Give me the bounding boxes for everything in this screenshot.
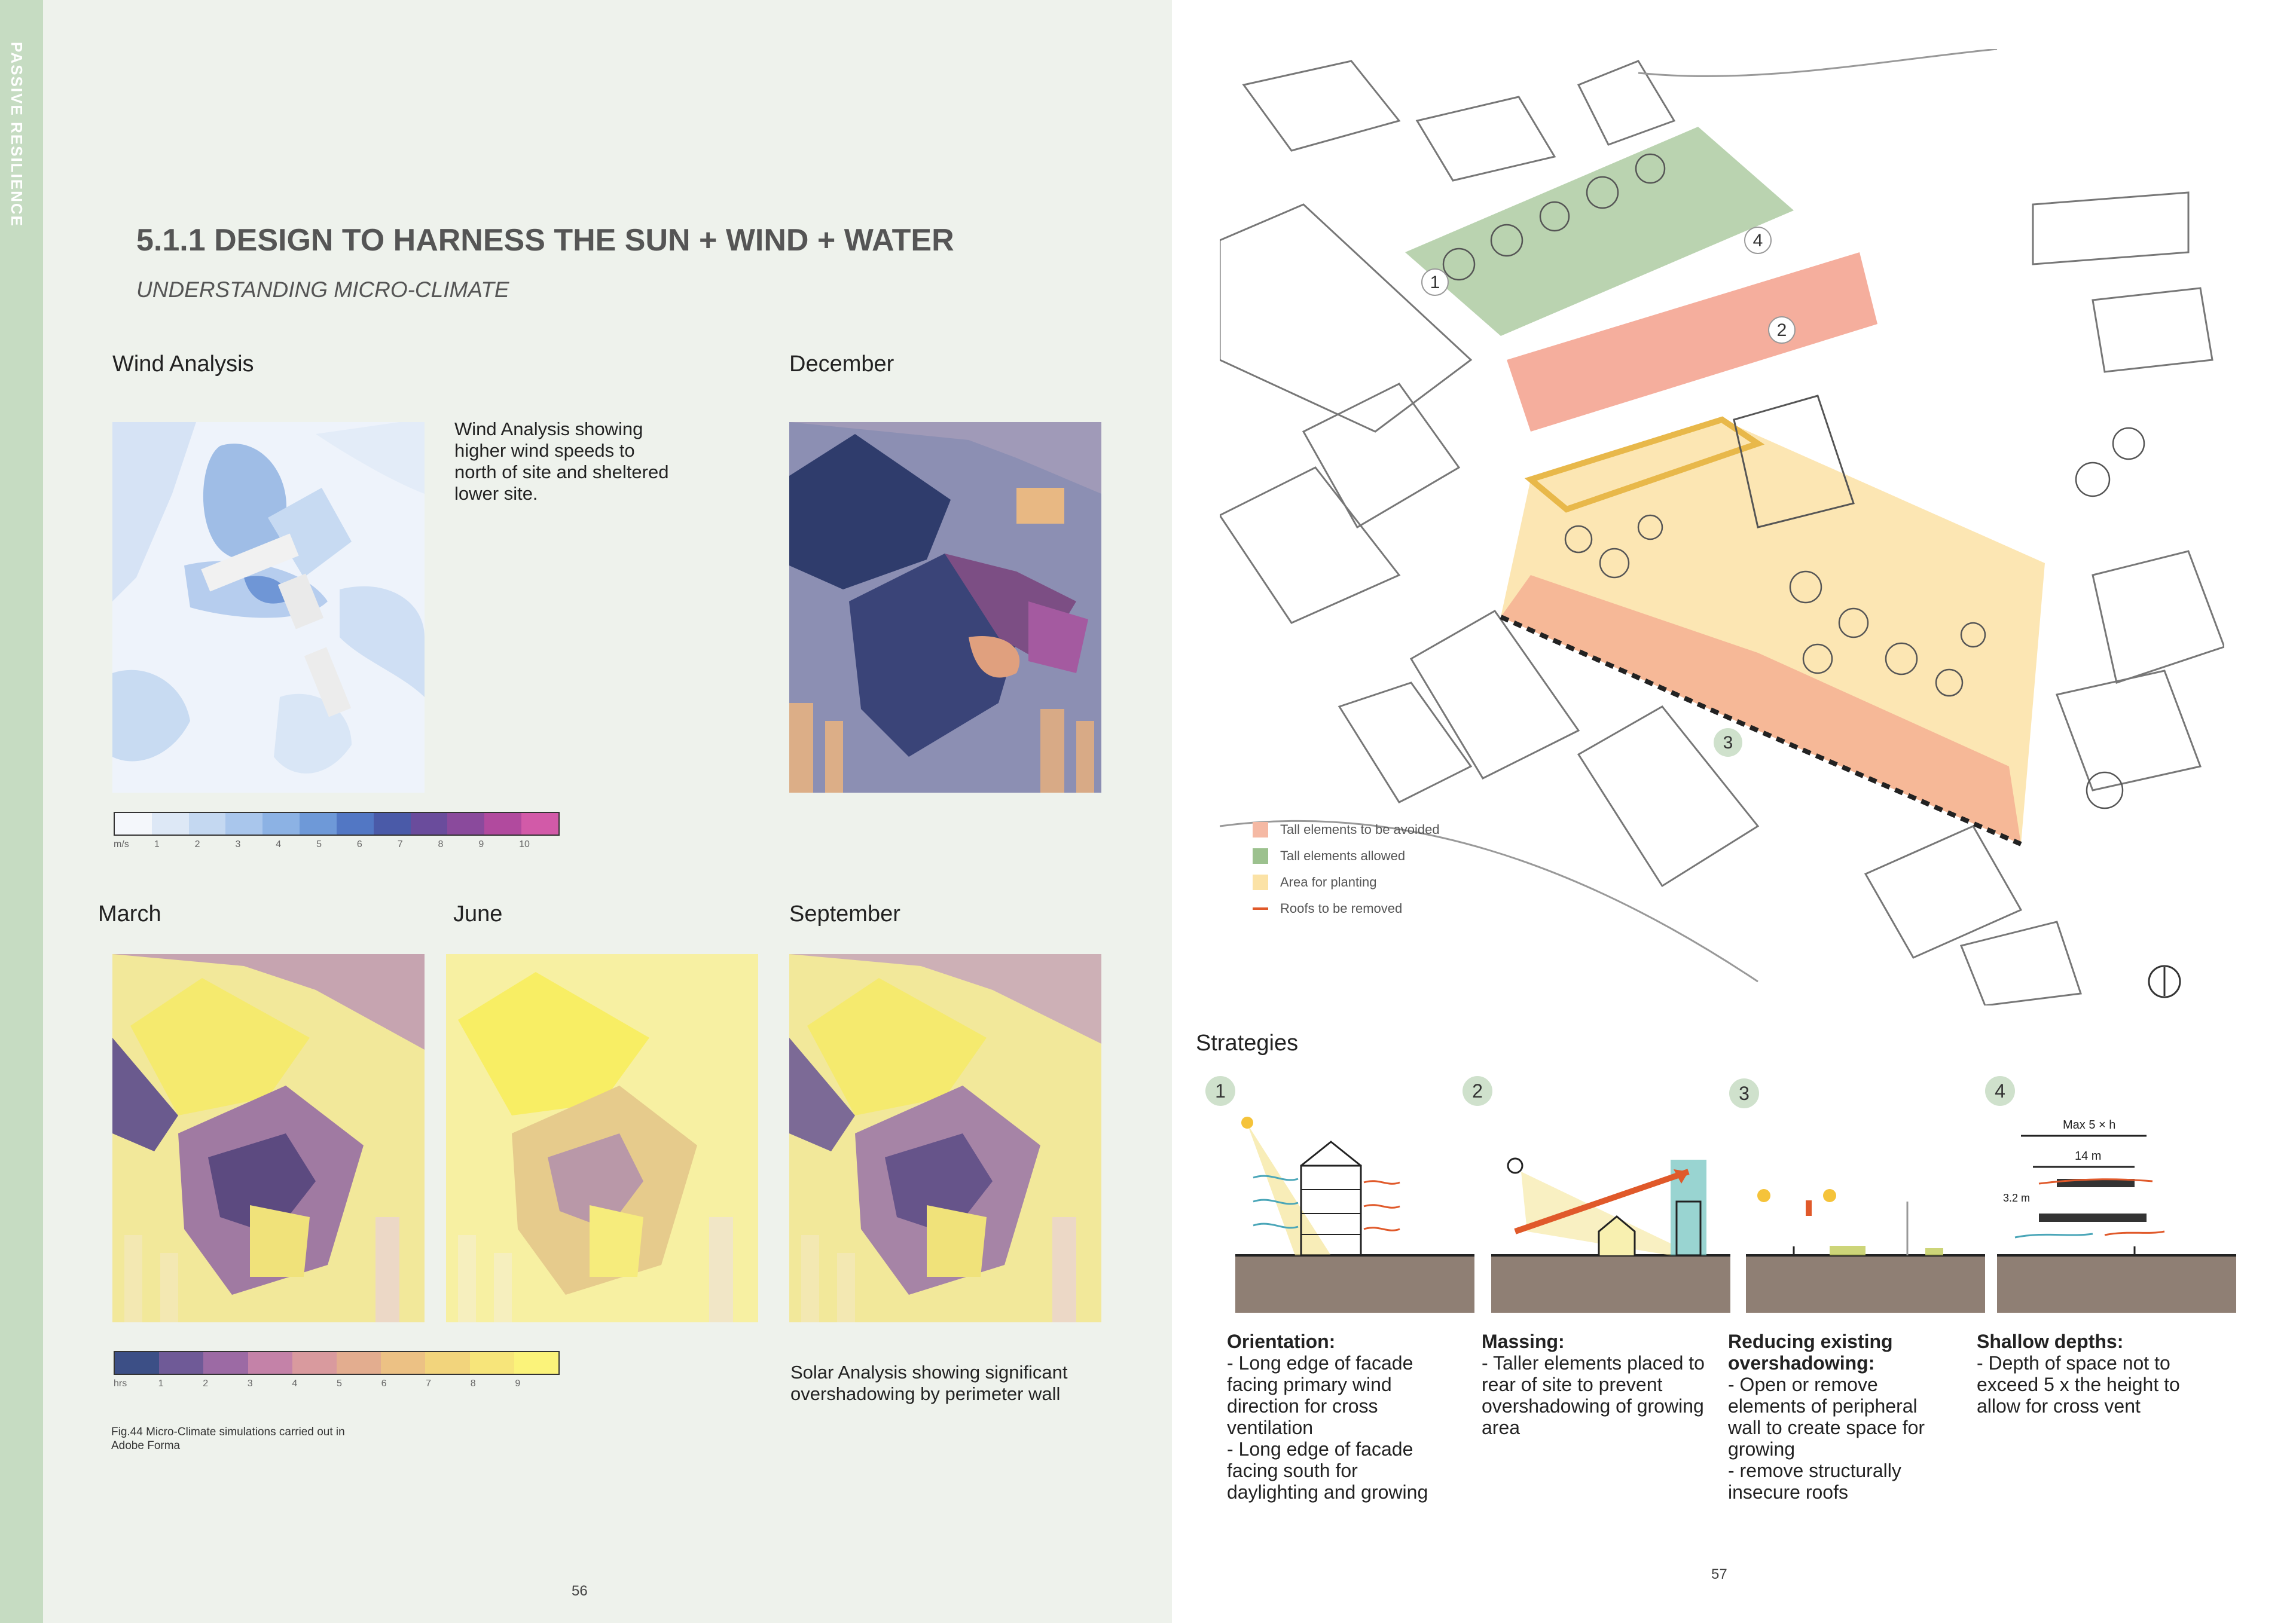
sketch-shallow-depths [1997,1112,2236,1315]
sketch-overshadowing [1746,1112,1985,1315]
december-label: December [789,352,894,377]
legend-color-step [447,813,484,835]
side-tab [0,0,43,1623]
legend-color-step [337,1352,381,1374]
map-legend-label: Area for planting [1280,875,1377,890]
strategy-heading: Orientation: [1227,1331,1336,1352]
strategy-heading: Reducing existing overshadowing: [1728,1331,1893,1374]
legend-swatch [1253,848,1268,864]
september-label: September [789,901,900,927]
legend-unit: m/s [114,839,129,849]
strategy-body: - Taller elements placed to rear of site to prevent overshadowing of growing area [1482,1352,1705,1438]
side-tab-label: PASSIVE RESILIENCE [8,42,26,228]
map-label-2: 2 [1776,320,1787,340]
legend-color-step [115,1352,159,1374]
map-label-3: 3 [1723,733,1733,753]
legend-tick: 5 [336,1379,342,1389]
strategies-title: Strategies [1196,1031,1299,1056]
legend-tick: 8 [438,839,444,849]
wind-analysis-label: Wind Analysis [112,352,254,377]
map-label-1: 1 [1430,273,1440,292]
legend-swatch [1253,822,1268,838]
strategy-text-4 [1977,1331,2204,1417]
legend-color-step [292,1352,337,1374]
legend-tick: 7 [397,839,403,849]
strategy-body: - Depth of space not to exceed 5 x the height to allow for cross vent [1977,1352,2180,1417]
december-map [789,422,1101,793]
legend-color-step [484,813,521,835]
legend-unit: hrs [114,1379,127,1389]
legend-tick: 9 [515,1379,521,1389]
strategy-body: - Long edge of facade facing primary wind direction for cross ventilation - Long edge of facade facing south for daylighting and growing [1227,1352,1428,1503]
legend-tick: 1 [154,839,160,849]
legend-tick: 9 [478,839,484,849]
sketch-height-label: 3.2 m [2003,1192,2031,1204]
march-map [112,954,425,1322]
map-label-4: 4 [1752,231,1763,250]
legend-swatch [1253,875,1268,890]
strategy-heading: Shallow depths: [1977,1331,2124,1352]
strategy-number-2: 2 [1463,1076,1492,1106]
legend-color-step [203,1352,248,1374]
page-number-right: 57 [1711,1566,1727,1582]
sketch-max-label: Max 5 × h [2063,1118,2116,1132]
legend-color-step [115,813,152,835]
march-label: March [98,901,161,927]
legend-color-step [300,813,337,835]
page-number-left: 56 [572,1583,588,1599]
legend-color-step [152,813,189,835]
map-legend [1253,817,1440,922]
sketch-massing [1491,1112,1730,1315]
legend-color-step [514,1352,558,1374]
section-title: 5.1.1 DESIGN TO HARNESS THE SUN + WIND + WATER [136,223,954,258]
map-legend-item [1253,817,1440,843]
legend-tick: 4 [292,1379,298,1389]
legend-tick: 5 [316,839,322,849]
june-map [446,954,758,1322]
strategy-number-3: 3 [1729,1078,1759,1108]
map-legend-item [1253,869,1440,895]
legend-tick: 7 [426,1379,432,1389]
legend-color-step [337,813,374,835]
legend-color-step [159,1352,203,1374]
map-legend-item [1253,843,1440,869]
legend-tick: 1 [158,1379,164,1389]
legend-color-step [381,1352,425,1374]
strategy-text-1 [1227,1331,1454,1503]
strategy-text-3 [1728,1331,1955,1503]
legend-color-step [262,813,300,835]
sketch-orientation [1235,1112,1474,1315]
legend-color-step [189,813,226,835]
map-legend-label: Roofs to be removed [1280,901,1403,916]
legend-tick: 2 [194,839,200,849]
legend-tick: 4 [276,839,282,849]
legend-color-step [521,813,558,835]
wind-note: Wind Analysis showing higher wind speeds to north of site and sheltered lower site. [454,418,669,504]
strategy-body: - Open or remove elements of peripheral wall to create space for growing - remove structurally insecure roofs [1728,1374,1925,1503]
legend-color-step [248,1352,292,1374]
legend-color-step [411,813,448,835]
september-map [789,954,1101,1322]
strategy-number-1: 1 [1205,1076,1235,1106]
strategy-heading: Massing: [1482,1331,1565,1352]
june-label: June [453,901,503,927]
map-legend-label: Tall elements allowed [1280,848,1406,863]
legend-tick: 3 [247,1379,253,1389]
legend-color-step [225,813,262,835]
strategy-number-4: 4 [1985,1076,2015,1106]
section-subtitle: UNDERSTANDING MICRO-CLIMATE [136,277,509,302]
legend-tick: 2 [203,1379,209,1389]
sketch-dimension-label: 14 m [2075,1150,2102,1163]
legend-color-step [470,1352,514,1374]
legend-tick: 10 [519,839,530,849]
legend-tick: 6 [356,839,362,849]
wind-speed-legend [114,812,560,849]
wind-analysis-map [112,422,425,793]
solar-note: Solar Analysis showing significant overshadowing by perimeter wall [790,1362,1068,1404]
legend-tick: 3 [235,839,241,849]
legend-line [1253,907,1268,910]
map-legend-label: Tall elements to be avoided [1280,822,1440,837]
legend-tick: 8 [470,1379,476,1389]
solar-hours-legend [114,1351,560,1389]
map-legend-item [1253,895,1440,922]
legend-color-step [374,813,411,835]
legend-tick: 6 [381,1379,387,1389]
figure-caption: Fig.44 Micro-Climate simulations carried out in Adobe Forma [111,1426,345,1452]
legend-color-step [425,1352,469,1374]
strategy-text-2 [1482,1331,1709,1438]
